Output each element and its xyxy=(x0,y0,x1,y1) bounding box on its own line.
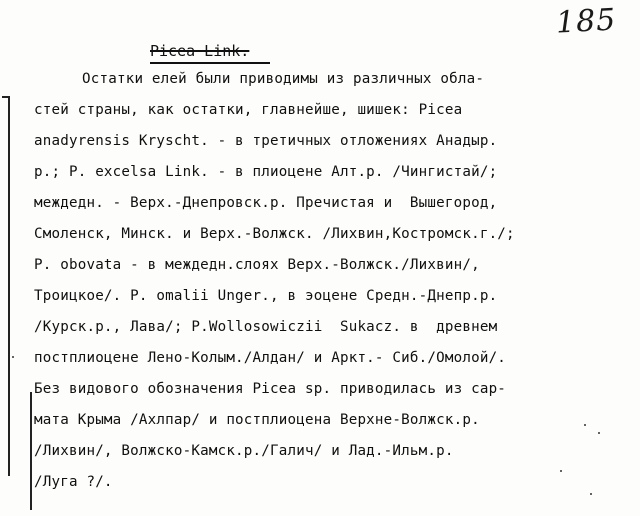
text-line: мата Крыма /Ахлпар/ и постплиоцена Верхне-Волжск.р. xyxy=(34,412,480,428)
text-line: anadyrensis Kryscht. - в третичных отложениях Анадыр. xyxy=(34,133,498,149)
text-line: /Лихвин/, Волжско-Камск.р./Галич/ и Лад.-Ильм.р. xyxy=(34,443,454,459)
paper-speck xyxy=(12,356,14,358)
text-line: Смоленск, Минск. и Верх.-Волжск. /Лихвин,Костромск.г./; xyxy=(34,226,515,242)
heading-underline xyxy=(150,62,270,64)
paper-speck xyxy=(560,470,562,472)
margin-tick xyxy=(2,96,10,98)
text-line: Троицкое/. P. omalii Unger., в эоцене Средн.-Днепр.р. xyxy=(34,288,498,304)
text-line: Остатки елей были приводимы из различных обла- xyxy=(82,71,485,87)
text-line: Без видового обозначения Picea sp. приводилась из сар- xyxy=(34,381,507,397)
page-number: 185 xyxy=(555,2,618,41)
margin-line-lower xyxy=(30,392,32,510)
text-line: стей страны, как остатки, главнейше, шишек: Picea xyxy=(34,102,463,118)
text-line: междедн. - Верх.-Днепровск.р. Пречистая и Вышегород, xyxy=(34,195,498,211)
margin-line xyxy=(8,96,10,476)
section-heading: Picea Link. xyxy=(150,42,250,60)
text-line: постплиоцене Лено-Колым./Алдан/ и Аркт.- Сиб./Омолой/. xyxy=(34,350,507,366)
text-line: /Курск.р., Лава/; P.Wollosowiczii Sukacz. в древнем xyxy=(34,319,498,335)
text-line: р.; P. excelsa Link. - в плиоцене Алт.р. /Чингистай/; xyxy=(34,164,498,180)
paper-speck xyxy=(598,432,600,434)
paper-speck xyxy=(584,424,586,426)
text-line: /Луга ?/. xyxy=(34,474,113,490)
paper-speck xyxy=(590,493,592,495)
text-line: P. obovata - в междедн.слоях Верх.-Волжск./Лихвин/, xyxy=(34,257,480,273)
